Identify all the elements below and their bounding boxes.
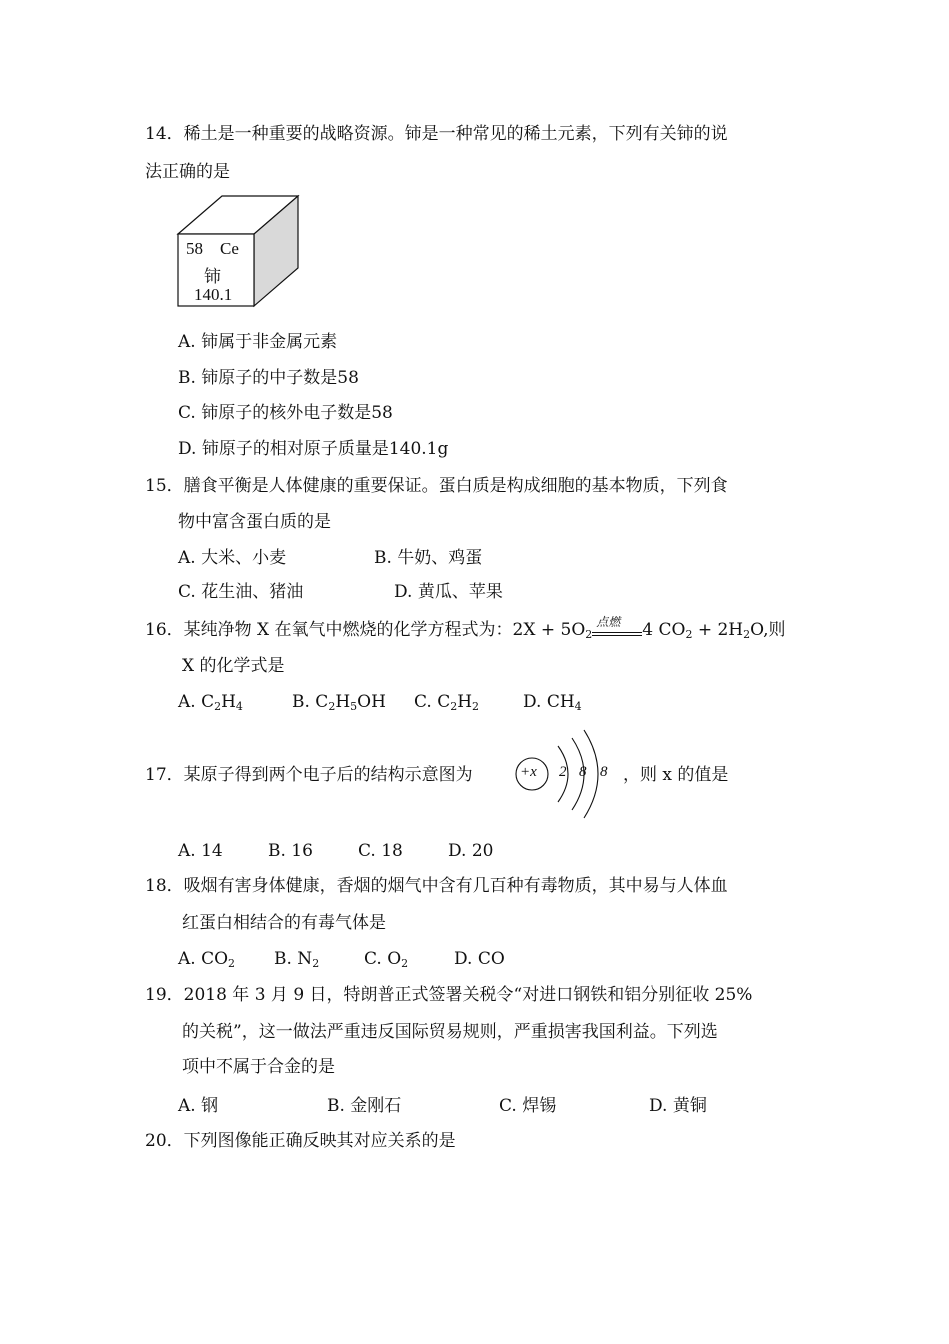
q19-stem-line1: 19．2018 年 3 月 9 日，特朗普正式签署关税令“对进口钢铁和铝分别征收 25% [145,985,753,1005]
q16-water: + 2H [692,620,744,640]
q19-option-a: A. 钢 [178,1096,219,1116]
q16-tail: O,则 [750,620,786,640]
q19-option-d: D. 黄铜 [649,1096,707,1116]
q18-option-d: D. CO [454,949,505,969]
q15-stem-line1: 15．膳食平衡是人体健康的重要保证。蛋白质是构成细胞的基本物质，下列食 [145,476,728,496]
ion-structure-diagram [512,728,612,820]
element-mass: 140.1 [194,285,233,304]
q16-option-d: D. $CH_4$ [523,692,582,713]
q18-stem-line1: 18．吸烟有害身体健康，香烟的烟气中含有几百种有毒物质，其中易与人体血 [145,876,728,896]
q15-option-d: D. 黄瓜、苹果 [394,582,503,602]
q18-stem-line2: 红蛋白相结合的有毒气体是 [182,913,386,933]
q19-stem-line2: 的关税”，这一做法严重违反国际贸易规则，严重损害我国利益。下列选 [182,1022,718,1042]
reaction-arrow [592,615,642,642]
q16-products: 4 CO [642,620,686,640]
q15-option-a: A. 大米、小麦 [178,548,287,568]
shell-1-electrons: 2 [559,764,567,780]
q14-option-b: B. 铈原子的中子数是58 [178,368,359,388]
q15-stem-line2: 物中富含蛋白质的是 [178,512,331,532]
q16-equation-prefix: 16．某纯净物 X 在氧气中燃烧的化学方程式为：2X + 5O [145,620,586,640]
q14-option-d: D. 铈原子的相对原子质量是140.1g [178,439,449,459]
q15-option-c: C. 花生油、猪油 [178,582,304,602]
q20-stem-line1: 20．下列图像能正确反映其对应关系的是 [145,1131,456,1151]
q16-stem-line1: 16．某纯净物 X 在氧气中燃烧的化学方程式为：$2X + 5O_2$ 点燃 4 $CO_2 + 2H_2O$,则 [145,618,786,642]
nucleus-charge: +x [520,764,537,780]
q14-stem-line1: 14．稀土是一种重要的战略资源。铈是一种常见的稀土元素，下列有关铈的说 [145,124,728,144]
q17-option-a: A. 14 [178,841,223,861]
q17-option-b: B. 16 [268,841,313,861]
q16-option-c: C. $C_2H_2$ [414,692,480,713]
subscript: 2 [585,628,593,641]
q16-option-b: B. $C_2H_5OH$ [292,692,386,713]
q17-option-c: C. 18 [358,841,403,861]
shell-2-electrons: 8 [579,764,587,780]
q15-option-b: B. 牛奶、鸡蛋 [374,548,483,568]
q14-stem-line2: 法正确的是 [145,162,230,182]
element-number: 58 [186,239,203,258]
shell-3-electrons: 8 [600,764,608,780]
q16-option-a: A. $C_2H_4$ [178,692,243,713]
q19-stem-line3: 项中不属于合金的是 [182,1057,335,1077]
element-name: 铈 [204,267,221,286]
q14-option-c: C. 铈原子的核外电子数是58 [178,403,393,423]
element-symbol: Ce [220,239,239,258]
q17-stem-tail: ，则 x 的值是 [623,765,729,785]
q18-option-c: C. $O_2$ [364,949,409,970]
element-cube [176,192,302,310]
q14-option-a: A. 铈属于非金属元素 [178,332,338,352]
q17-option-d: D. 20 [448,841,494,861]
q17-stem: 17．某原子得到两个电子后的结构示意图为 [145,765,473,785]
q19-option-c: C. 焊锡 [499,1096,557,1116]
q16-stem-line2: X 的化学式是 [182,656,285,676]
q18-option-a: A. $CO_2$ [178,949,236,970]
q19-option-b: B. 金刚石 [327,1096,402,1116]
reaction-condition: 点燃 [596,615,621,629]
q18-option-b: B. $N_2$ [274,949,320,970]
